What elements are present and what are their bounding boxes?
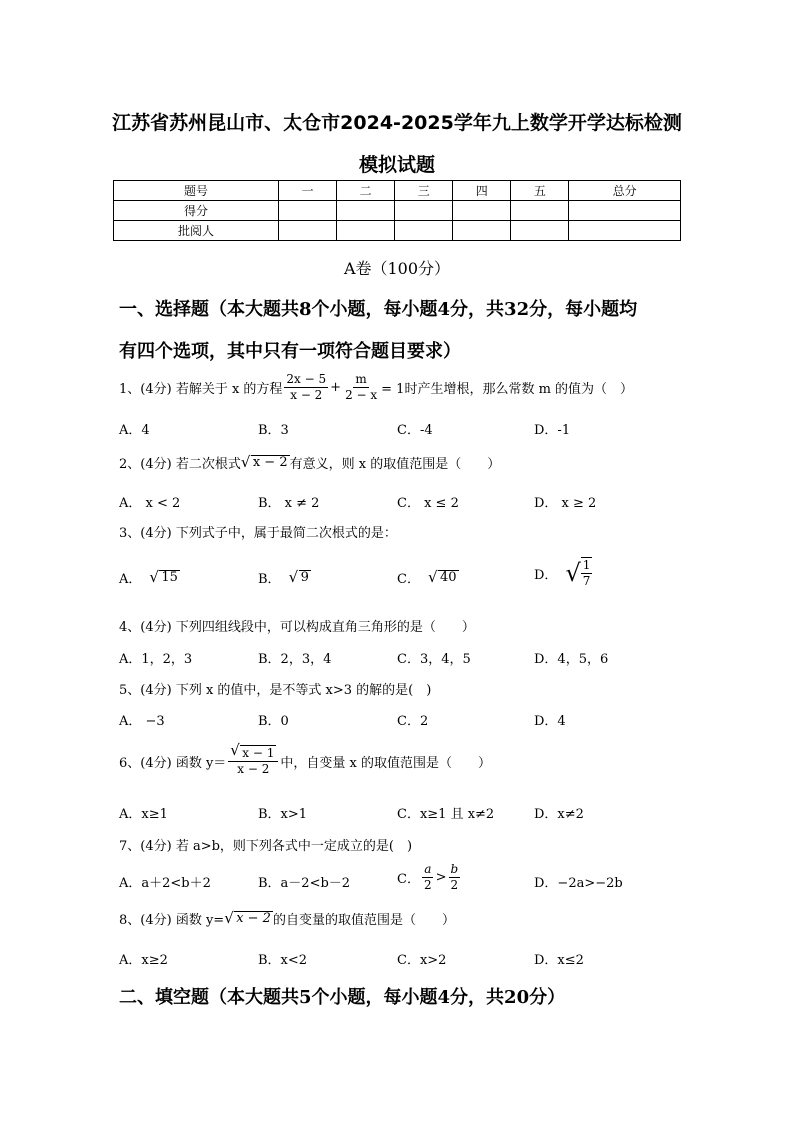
- option-c[interactable]: [397, 862, 462, 893]
- option-d[interactable]: D．4: [534, 714, 566, 729]
- score-cell[interactable]: [395, 201, 453, 221]
- grader-cell[interactable]: [569, 221, 681, 241]
- option-label: C．: [397, 572, 420, 587]
- page-title-line2: 模拟试题: [358, 154, 435, 176]
- option-d[interactable]: D．−2a>−2b: [534, 876, 623, 891]
- section1-heading-line1: 一、选择题（本大题共8个小题，每小题4分，共32分，每小题均: [119, 299, 638, 320]
- option-label: A．: [119, 572, 142, 587]
- grader-cell[interactable]: [279, 221, 337, 241]
- question-8-suffix: 的自变量的取值范围是（ ）: [272, 913, 455, 928]
- score-cell[interactable]: [337, 201, 395, 221]
- fraction: [581, 557, 593, 589]
- option-a[interactable]: A．a＋2<b＋2: [119, 876, 211, 891]
- grader-cell[interactable]: [395, 221, 453, 241]
- page-title-line1: 江苏省苏州昆山市、太仓市2024-2025学年九上数学开学达标检测: [112, 112, 682, 134]
- table-header-cell: 三: [395, 181, 453, 201]
- fraction: [449, 862, 461, 893]
- question-1-prefix: 1、(4分) 若解关于 x 的方程: [119, 382, 283, 397]
- option-d[interactable]: D．4，5，6: [534, 652, 609, 667]
- grader-cell[interactable]: [511, 221, 569, 241]
- option-a[interactable]: A．x≥1: [119, 807, 168, 822]
- option-a[interactable]: [119, 568, 180, 587]
- question-6-suffix: 中，自变量 x 的取值范围是（ ）: [280, 755, 491, 771]
- option-a[interactable]: A． x < 2: [119, 496, 181, 511]
- score-table: [113, 180, 681, 241]
- square-root: [428, 570, 459, 585]
- score-row: [114, 201, 681, 221]
- option-c[interactable]: C．2: [397, 714, 429, 729]
- fraction: [228, 745, 278, 777]
- square-root-fraction: [565, 557, 594, 589]
- radicand: 40: [439, 570, 457, 585]
- table-header-cell: 一: [279, 181, 337, 201]
- option-b[interactable]: B．x<2: [258, 953, 308, 968]
- option-a[interactable]: A．4: [119, 423, 150, 438]
- score-cell[interactable]: [511, 201, 569, 221]
- denominator: x − 2: [290, 388, 323, 402]
- option-a[interactable]: A．1，2，3: [119, 652, 193, 667]
- square-root: [289, 570, 311, 585]
- option-d[interactable]: D． x ≥ 2: [534, 496, 597, 511]
- question-6: [119, 745, 491, 777]
- option-b[interactable]: B．2，3，4: [258, 652, 332, 667]
- option-b[interactable]: B．x>1: [258, 807, 308, 822]
- denominator: 2 − x: [345, 388, 378, 402]
- square-root: [241, 455, 290, 470]
- option-d[interactable]: [534, 557, 594, 589]
- table-header-cell: 总分: [569, 181, 681, 201]
- radicand: 9: [300, 570, 309, 585]
- section1-heading-line2: 有四个选项，其中只有一项符合题目要求）: [119, 341, 461, 362]
- fraction: [284, 372, 328, 403]
- score-table-header-row: [114, 181, 681, 201]
- numerator: m: [355, 372, 367, 386]
- question-7: 7、(4分) 若 a>b，则下列各式中一定成立的是( ): [119, 839, 413, 854]
- option-c[interactable]: [397, 568, 459, 587]
- denominator: 2: [450, 878, 459, 892]
- option-c[interactable]: C．x>2: [397, 953, 447, 968]
- option-label: C．: [397, 872, 420, 887]
- option-label: D．: [534, 567, 558, 583]
- table-header-cell: 五: [511, 181, 569, 201]
- option-b[interactable]: B．0: [258, 714, 289, 729]
- row-label: 批阅人: [114, 221, 279, 241]
- question-2: [119, 453, 500, 472]
- question-6-prefix: 6、(4分) 函数 y＝: [119, 755, 227, 771]
- option-c[interactable]: C．3，4，5: [397, 652, 471, 667]
- plus-sign: +: [330, 380, 342, 395]
- question-2-prefix: 2、(4分) 若二次根式: [119, 457, 241, 472]
- denominator: 7: [582, 574, 591, 588]
- question-8-prefix: 8、(4分) 函数 y=: [119, 913, 225, 928]
- option-b[interactable]: B． x ≠ 2: [258, 496, 320, 511]
- option-a[interactable]: A．x≥2: [119, 953, 168, 968]
- denominator: x − 2: [237, 762, 270, 776]
- option-d[interactable]: D．x≤2: [534, 953, 584, 968]
- option-a[interactable]: A． −3: [119, 714, 165, 729]
- score-cell[interactable]: [569, 201, 681, 221]
- part-a-heading: A卷（100分）: [343, 259, 451, 278]
- row-label: 得分: [114, 201, 279, 221]
- question-1-suffix: = 1时产生增根，那么常数 m 的值为（ ）: [381, 382, 634, 397]
- square-root: [149, 570, 180, 585]
- numerator: 2x − 5: [286, 372, 327, 386]
- grader-row: [114, 221, 681, 241]
- numerator: a: [424, 862, 432, 876]
- option-c[interactable]: C．x≥1 且 x≠2: [397, 807, 495, 822]
- radicand: 15: [161, 570, 178, 585]
- greater-than-sign: >: [435, 870, 447, 885]
- numerator: 1: [582, 558, 591, 572]
- numerator: [228, 745, 278, 762]
- section2-heading: 二、填空题（本大题共5个小题，每小题4分，共20分）: [119, 987, 566, 1008]
- option-b[interactable]: [258, 568, 311, 587]
- question-4: 4、(4分) 下列四组线段中，可以构成直角三角形的是（ ）: [119, 620, 475, 635]
- score-cell[interactable]: [279, 201, 337, 221]
- option-b[interactable]: B．a－2<b－2: [258, 876, 351, 891]
- question-2-suffix: 有意义，则 x 的取值范围是（ ）: [289, 457, 501, 472]
- radical-sign: √: [565, 559, 581, 587]
- question-8: [119, 909, 455, 928]
- radicand: x − 2: [252, 455, 288, 470]
- fraction: [422, 862, 434, 893]
- grader-cell[interactable]: [453, 221, 511, 241]
- option-d[interactable]: D．-1: [534, 423, 571, 438]
- square-root: [230, 745, 276, 761]
- option-b[interactable]: B．3: [258, 423, 289, 438]
- option-c[interactable]: C． x ≤ 2: [397, 496, 459, 511]
- radicand: x − 1: [242, 746, 275, 760]
- score-cell[interactable]: [453, 201, 511, 221]
- option-c[interactable]: C．-4: [397, 423, 433, 438]
- radicand: x − 2: [236, 911, 271, 926]
- denominator: 2: [423, 878, 432, 892]
- question-3: 3、(4分) 下列式子中，属于最简二次根式的是：: [119, 526, 397, 541]
- option-d[interactable]: D．x≠2: [534, 807, 584, 822]
- table-header-cell: 题号: [114, 181, 279, 201]
- square-root: [224, 911, 273, 926]
- question-5: 5、(4分) 下列 x 的值中，是不等式 x>3 的解的是( ): [119, 683, 432, 698]
- table-header-cell: 四: [453, 181, 511, 201]
- table-header-cell: 二: [337, 181, 395, 201]
- grader-cell[interactable]: [337, 221, 395, 241]
- fraction: [343, 372, 379, 403]
- numerator: b: [450, 862, 459, 876]
- question-1: [119, 372, 633, 403]
- option-label: B．: [258, 572, 281, 587]
